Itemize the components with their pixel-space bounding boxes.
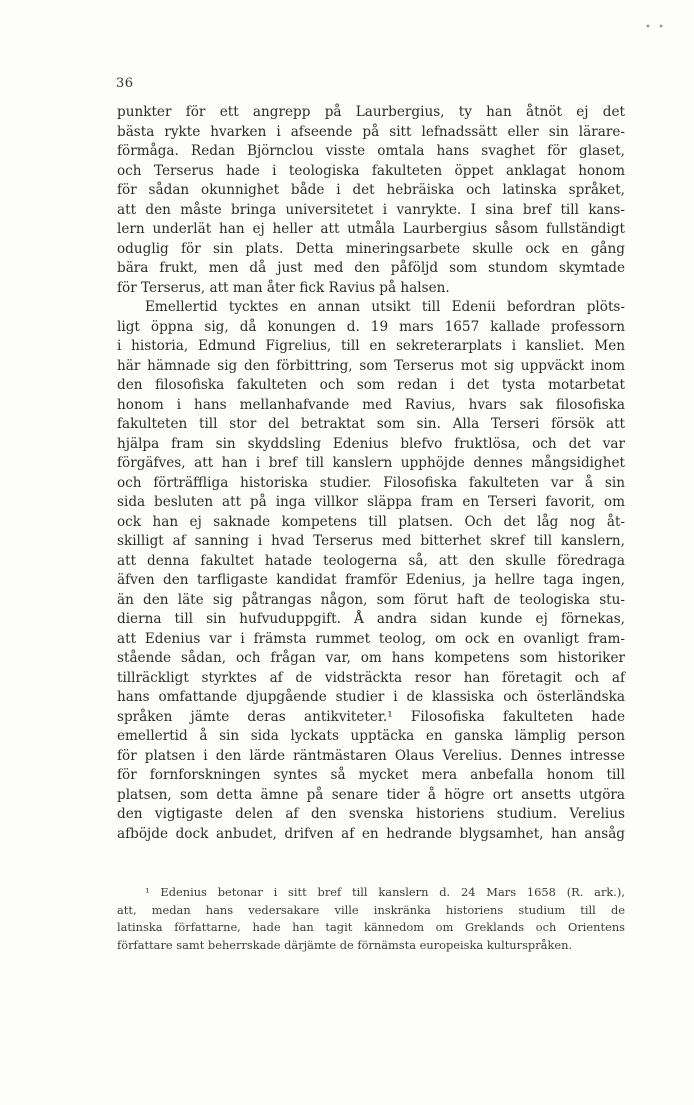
text-line: för Terserus, att man åter fick Ravius på halsen. bbox=[117, 279, 450, 296]
text-line: Emellertid tycktes en annan utsikt till Edenii befordran plöts- bbox=[145, 299, 625, 315]
body-text bbox=[117, 103, 625, 844]
text-line: att Edenius var i främsta rummet teolog, om ock en ovanligt fram- bbox=[117, 630, 625, 647]
footnote-line: författare samt beherrskade därjämte de förnämsta europeiska kulturspråken. bbox=[117, 937, 573, 952]
text-line: att denna fakultet hatade teologerna så, att den skulle föredraga bbox=[117, 552, 625, 569]
text-line: hans omfattande djupgående studier i de klassiska och österländska bbox=[117, 689, 625, 705]
text-line: tillräckligt styrktes af de vidsträckta resor han företagit och af bbox=[117, 669, 625, 686]
text-line: förgäfves, att han i bref till kanslern upphöjde dennes mångsidighet bbox=[117, 455, 625, 471]
text-line: platsen, som detta ämne på senare tider å högre ort ansetts utgöra bbox=[117, 786, 625, 803]
text-line: fakulteten till stor del betraktat som sin. Alla Terseri försök att bbox=[117, 416, 625, 432]
text-line: för sådan okunnighet både i det hebräiska och latinska språket, bbox=[117, 182, 625, 198]
footnote-line: ¹ Edenius betonar i sitt bref till kanslern d. 24 Mars 1658 (R. ark.), bbox=[145, 885, 625, 899]
text-line: äfven den tarfligaste kandidat framför Edenius, ja hellre taga ingen, bbox=[117, 572, 625, 588]
footnote-line: att, medan hans vedersakare ville inskränka historiens studium till de bbox=[117, 902, 625, 917]
text-line: och Terserus hade i teologiska fakulteten öppet anklagat honom bbox=[117, 162, 625, 179]
text-line: den filosofiska fakulteten och som redan i det tysta motarbetat bbox=[117, 377, 625, 393]
text-line: sida besluten att på inga villkor släppa fram en Terseri favorit, om bbox=[117, 494, 625, 510]
text-line: hjälpa fram sin skyddsling Edenius blefvo fruktlösa, och det var bbox=[117, 435, 625, 452]
footnote-line: latinska författarne, hade han tagit kännedom om Greklands och Orientens bbox=[117, 920, 625, 934]
text-line: bära frukt, men då just med den påföljd som stundom skymtade bbox=[117, 260, 625, 276]
text-line: och förträffliga historiska studier. Filosofiska fakulteten var å sin bbox=[117, 474, 625, 491]
text-line: oduglig för sin plats. Detta mineringsarbete skulle ock en gång bbox=[117, 240, 625, 257]
text-line: skilligt af sanning i hvad Terserus med bitterhet skref till kanslern, bbox=[117, 533, 625, 549]
text-line: språken jämte deras antikviteter.¹ Filosofiska fakulteten hade bbox=[117, 708, 625, 725]
text-line: punkter för ett angrepp på Laurbergius, ty han åtnöt ej det bbox=[117, 104, 625, 120]
footnotes bbox=[117, 884, 625, 954]
text-line: emellertid å sin sida lyckats upptäcka en ganska lämplig person bbox=[117, 728, 625, 744]
text-line: för platsen i den lärde räntmästaren Olaus Verelius. Dennes intresse bbox=[117, 747, 625, 764]
text-line: förmåga. Redan Björnclou visste omtala hans svaghet för glaset, bbox=[117, 143, 625, 159]
text-line: den vigtigaste delen af den svenska historiens studium. Verelius bbox=[117, 806, 625, 822]
text-line: afböjde dock anbudet, drifven af en hedrande blygsamhet, han ansåg bbox=[117, 825, 625, 842]
text-line: dierna till sin hufvuduppgift. Å andra sidan kunde ej förnekas, bbox=[117, 611, 625, 627]
text-line: lern underlät han ej heller att utmåla Laurbergius såsom fullständigt bbox=[117, 221, 625, 237]
text-line: stående sådan, och frågan var, om hans kompetens som historiker bbox=[117, 650, 625, 666]
text-line: ock han ej saknade kompetens till platsen. Och det låg nog åt- bbox=[117, 513, 625, 530]
text-line: ligt öppna sig, då konungen d. 19 mars 1657 kallade professorn bbox=[117, 318, 625, 335]
text-line: i historia, Edmund Figrelius, till en sekreterarplats i kansliet. Men bbox=[117, 338, 625, 354]
text-line: bästa rykte hvarken i afseende på sitt lefnadssätt eller sin lärare- bbox=[117, 123, 625, 140]
page-number: 36 bbox=[116, 76, 134, 91]
text-line: att den måste bringa universitetet i vanrykte. I sina bref till kans- bbox=[117, 201, 625, 218]
text-line: honom i hans mellanhafvande med Ravius, hvars sak filosofiska bbox=[117, 396, 625, 413]
corner-mark: • • bbox=[645, 22, 666, 33]
text-line: än den läte sig påtrangas någon, som förut haft de teologiska stu- bbox=[117, 591, 625, 608]
text-line: för fornforskningen syntes så mycket mera anbefalla honom till bbox=[117, 767, 625, 783]
text-line: här hämnade sig den förbittring, som Terserus mot sig uppväckt inom bbox=[117, 357, 625, 374]
